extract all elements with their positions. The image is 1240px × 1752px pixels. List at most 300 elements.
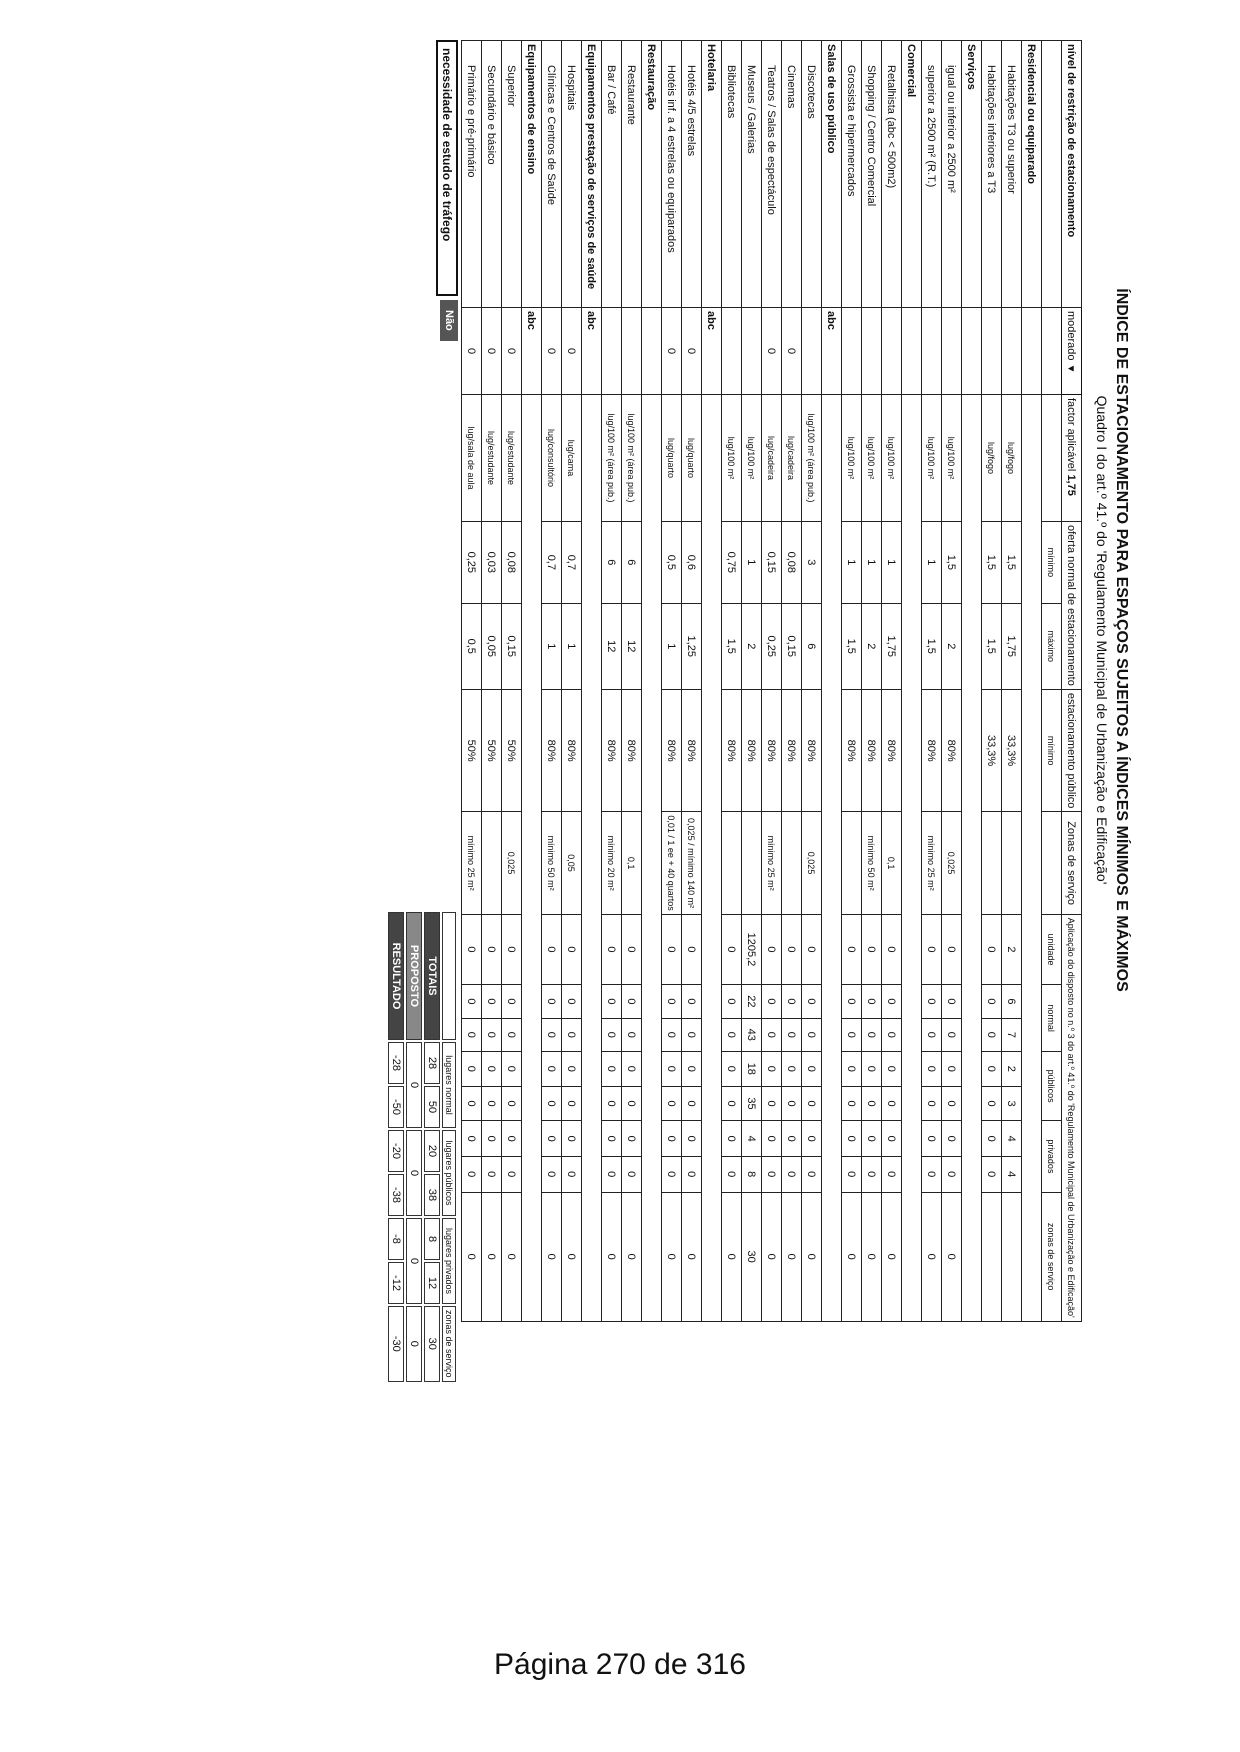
cell-nmax: 7: [1002, 1018, 1022, 1051]
cell-pmax: 0: [662, 1086, 682, 1121]
cell-omin: 0,75: [722, 522, 742, 604]
cell-label: Hotéis 4/5 estrelas: [682, 41, 702, 308]
cell-pmin: 0: [662, 1051, 682, 1086]
cell-nmax: 0: [482, 1018, 502, 1051]
table-row: [862, 41, 882, 1322]
table-header-row: [1062, 41, 1082, 1322]
cell-vmin: 0: [542, 1121, 562, 1157]
cell-u: 0: [842, 914, 862, 984]
cell-pmin: 0: [562, 1051, 582, 1086]
cell-vmin: 0: [882, 1121, 902, 1157]
cell-vmax: 0: [462, 1156, 482, 1192]
cell-pmax: 0: [722, 1086, 742, 1121]
col-zonas-servico: zonas de serviço: [1042, 1192, 1062, 1321]
table-row: [662, 41, 682, 1322]
cell-omin: 1: [862, 522, 882, 604]
cell-unit: lug/100 m²: [742, 395, 762, 522]
cell-zs: [982, 812, 1002, 914]
table-subheader-row: [1042, 41, 1062, 1322]
cell-vmax: 0: [882, 1156, 902, 1192]
sheet-title: ÍNDICE DE ESTACIONAMENTO PARA ESPAÇOS SUJEITOS A ÍNDICES MÍNIMOS E MÁXIMOS: [1113, 288, 1130, 992]
cell-z: 0: [502, 1192, 522, 1321]
cell-label: Primário e pré-primário: [462, 41, 482, 308]
cell-nmin: 0: [682, 985, 702, 1018]
cell-pub: 80%: [722, 689, 742, 812]
cell-vmin: 0: [682, 1121, 702, 1157]
cell-omax: 1: [662, 603, 682, 689]
cell-nmin: 0: [862, 985, 882, 1018]
col-privados: privados: [1042, 1121, 1062, 1192]
cell-pub: 80%: [602, 689, 622, 812]
cell-z: [982, 1192, 1002, 1321]
cell-nmin: 0: [482, 985, 502, 1018]
cell-pmin: 0: [502, 1051, 522, 1086]
cell-nmax: 0: [922, 1018, 942, 1051]
cell-u: 0: [662, 914, 682, 984]
cell-pmax: 3: [1002, 1086, 1022, 1121]
table-row: [742, 41, 762, 1322]
cell-omax: 0,5: [462, 603, 482, 689]
totais-value: 20: [424, 1130, 440, 1172]
cell-omin: 6: [622, 522, 642, 604]
cell-label: Shopping / Centro Comercial: [862, 41, 882, 308]
table-row: [982, 41, 1002, 1322]
cell-pmin: 0: [842, 1051, 862, 1086]
cell-pmin: 0: [482, 1051, 502, 1086]
cell-vmin: 0: [662, 1121, 682, 1157]
cell-vmax: 0: [782, 1156, 802, 1192]
cell-unit: lug/100 m²: [882, 395, 902, 522]
cell-abc[interactable]: [742, 308, 762, 395]
abc-header: [962, 308, 982, 395]
cell-pmin: 2: [1002, 1051, 1022, 1086]
cell-pub: 80%: [622, 689, 642, 812]
cell-pmax: 0: [762, 1086, 782, 1121]
cell-abc[interactable]: 0: [542, 308, 562, 395]
cell-vmax: 0: [802, 1156, 822, 1192]
cell-abc[interactable]: [722, 308, 742, 395]
cell-zs: mínimo 50 m²: [862, 812, 882, 914]
cell-label: Museus / Galerias: [742, 41, 762, 308]
totais-value: 50: [424, 1086, 440, 1128]
cell-label: igual ou inferior a 2500 m²: [942, 41, 962, 308]
cell-unit: lug/100 m² (área pub.): [802, 395, 822, 522]
cell-label: superior a 2500 m² (R.T.): [922, 41, 942, 308]
cell-nmax: 0: [982, 1018, 1002, 1051]
cell-nmax: 0: [622, 1018, 642, 1051]
cell-abc[interactable]: 0: [782, 308, 802, 395]
parking-index-sheet: [170, 40, 1130, 1520]
cell-unit: lug/fogo: [982, 395, 1002, 522]
abc-header: [1022, 308, 1042, 395]
cell-nmax: 0: [762, 1018, 782, 1051]
cell-abc[interactable]: [922, 308, 942, 395]
cell-label: Grossista e hipermercados: [842, 41, 862, 308]
cell-omax: 2: [942, 603, 962, 689]
resultado-value: -12: [388, 1262, 404, 1304]
cell-zs: [722, 812, 742, 914]
cell-label: Habitações T3 ou superior: [1002, 41, 1022, 308]
cell-omax: 0,05: [482, 603, 502, 689]
rotated-sheet-area: [100, 40, 1130, 1580]
cell-unit: lug/fogo: [1002, 395, 1022, 522]
table-row: [882, 41, 902, 1322]
cell-u: 0: [922, 914, 942, 984]
cell-vmin: 0: [622, 1121, 642, 1157]
cell-unit: lug/100 m²: [942, 395, 962, 522]
cell-label: Clínicas e Centros de Saúde: [542, 41, 562, 308]
cell-u: 0: [942, 914, 962, 984]
cell-unit: lug/consultório: [542, 395, 562, 522]
cell-pmax: 0: [542, 1086, 562, 1121]
totais-value: 38: [424, 1174, 440, 1216]
cell-pmin: 0: [762, 1051, 782, 1086]
category-row: [702, 41, 722, 1322]
cell-omin: 6: [602, 522, 622, 604]
cell-nmin: 0: [762, 985, 782, 1018]
cell-omin: 0,7: [562, 522, 582, 604]
cell-omin: 1: [882, 522, 902, 604]
cell-u: 0: [462, 914, 482, 984]
cell-pmin: 0: [622, 1051, 642, 1086]
cell-u: 0: [542, 914, 562, 984]
cell-pmin: 0: [682, 1051, 702, 1086]
cell-omin: 1,5: [982, 522, 1002, 604]
cell-pmin: 0: [802, 1051, 822, 1086]
cell-vmax: 0: [922, 1156, 942, 1192]
cell-z: 0: [922, 1192, 942, 1321]
resultado-value: -50: [388, 1086, 404, 1128]
cell-pub: 80%: [842, 689, 862, 812]
cell-omax: 1,25: [682, 603, 702, 689]
cell-pmax: 0: [882, 1086, 902, 1121]
cell-pmin: 0: [982, 1051, 1002, 1086]
cell-unit: lug/100 m²: [862, 395, 882, 522]
col-normal: normal: [1042, 985, 1062, 1052]
cell-vmin: 0: [802, 1121, 822, 1157]
cell-unit: lug/estudante: [482, 395, 502, 522]
cell-omin: 0,6: [682, 522, 702, 604]
cell-abc[interactable]: 0: [662, 308, 682, 395]
sheet-subtitle: Quadro I do art.º 41.º do 'Regulamento Municipal de Urbanização e Edificação': [1094, 395, 1110, 885]
cell-z: 0: [842, 1192, 862, 1321]
cell-vmin: 0: [982, 1121, 1002, 1157]
cell-zs: 0,025: [502, 812, 522, 914]
cell-abc[interactable]: [882, 308, 902, 395]
cell-vmin: 0: [462, 1121, 482, 1157]
cell-u: 0: [862, 914, 882, 984]
cell-u: 0: [502, 914, 522, 984]
cell-nmax: 0: [562, 1018, 582, 1051]
cell-u: 0: [682, 914, 702, 984]
cell-omax: 2: [862, 603, 882, 689]
cell-pmax: 0: [802, 1086, 822, 1121]
cell-pmin: 0: [602, 1051, 622, 1086]
cell-zs: 0,1: [622, 812, 642, 914]
factor-value: 1,75: [1065, 474, 1078, 496]
cell-nmin: 0: [782, 985, 802, 1018]
cell-omax: 0,15: [502, 603, 522, 689]
cell-nmin: 0: [622, 985, 642, 1018]
cell-unit: lug/sala de aula: [462, 395, 482, 522]
cell-omin: 0,03: [482, 522, 502, 604]
abc-header: abc: [702, 308, 722, 395]
category-row: [582, 41, 602, 1322]
cell-unit: lug/cama: [562, 395, 582, 522]
cell-omax: 1,5: [922, 603, 942, 689]
cell-omax: 6: [802, 603, 822, 689]
cell-nmax: 0: [862, 1018, 882, 1051]
cell-zs: [842, 812, 862, 914]
cell-abc[interactable]: 0: [502, 308, 522, 395]
cell-label: Teatros / Salas de espectáculo: [762, 41, 782, 308]
chevron-down-icon: ▼: [1065, 363, 1077, 374]
cell-pmax: 0: [862, 1086, 882, 1121]
cell-z: 0: [462, 1192, 482, 1321]
cell-pub: 80%: [882, 689, 902, 812]
cell-zs: [482, 812, 502, 914]
cell-nmin: 0: [542, 985, 562, 1018]
cell-abc[interactable]: 0: [462, 308, 482, 395]
cell-u: 0: [782, 914, 802, 984]
cell-zs: mínimo 20 m²: [602, 812, 622, 914]
resultado-value: -8: [388, 1218, 404, 1260]
totais-value: 30: [424, 1306, 440, 1382]
cell-u: 0: [722, 914, 742, 984]
cell-unit: lug/100 m²: [922, 395, 942, 522]
cell-abc[interactable]: [602, 308, 622, 395]
cell-abc[interactable]: 0: [762, 308, 782, 395]
cell-pmax: 0: [842, 1086, 862, 1121]
cell-vmax: 0: [622, 1156, 642, 1192]
table-row: [602, 41, 622, 1322]
resultado-value: -38: [388, 1174, 404, 1216]
cell-pub: 80%: [762, 689, 782, 812]
cell-nmax: 0: [942, 1018, 962, 1051]
cell-nmin: 6: [1002, 985, 1022, 1018]
cell-pub: 80%: [662, 689, 682, 812]
cell-pmin: 18: [742, 1051, 762, 1086]
cell-omin: 1,5: [942, 522, 962, 604]
cell-omax: 0,15: [782, 603, 802, 689]
abc-header: abc: [522, 308, 542, 395]
cell-pmax: 0: [502, 1086, 522, 1121]
cell-omax: 1,75: [1002, 603, 1022, 689]
proposto-input[interactable]: 0: [406, 1042, 422, 1128]
cell-zs: 0,025: [802, 812, 822, 914]
cell-pub: 33,3%: [982, 689, 1002, 812]
cell-label: Secundário e básico: [482, 41, 502, 308]
cell-abc[interactable]: 0: [482, 308, 502, 395]
cell-omax: 1,5: [722, 603, 742, 689]
cell-abc[interactable]: 0: [682, 308, 702, 395]
cell-unit: lug/quarto: [662, 395, 682, 522]
cell-vmax: 0: [542, 1156, 562, 1192]
cell-unit: lug/cadeira: [762, 395, 782, 522]
cell-pmin: 0: [882, 1051, 902, 1086]
category-label: Salas de uso público: [822, 41, 842, 308]
table-row: [542, 41, 562, 1322]
cell-z: 30: [742, 1192, 762, 1321]
cell-vmax: 8: [742, 1156, 762, 1192]
col-pub-min: mínimo: [1042, 689, 1062, 812]
cell-zs: 0,1: [882, 812, 902, 914]
cell-pmin: 0: [722, 1051, 742, 1086]
cell-label: Hospitais: [562, 41, 582, 308]
col-unidade: unidade: [1042, 914, 1062, 984]
cell-nmax: 0: [662, 1018, 682, 1051]
category-row: [822, 41, 842, 1322]
cell-nmax: 43: [742, 1018, 762, 1051]
table-row: [942, 41, 962, 1322]
cell-nmax: 0: [462, 1018, 482, 1051]
cell-pmax: 0: [922, 1086, 942, 1121]
category-row: [642, 41, 662, 1322]
cell-nmin: 22: [742, 985, 762, 1018]
cell-pmin: 0: [922, 1051, 942, 1086]
col-zonas-header: Zonas de serviço: [1062, 812, 1082, 914]
factor-label: factor aplicável: [1065, 398, 1078, 472]
totals-head-publicos: lugares públicos: [442, 1130, 456, 1216]
cell-pub: 80%: [922, 689, 942, 812]
proposto-input[interactable]: 0: [406, 1306, 422, 1382]
cell-pmax: 0: [482, 1086, 502, 1121]
nivel-label: nível de restrição de estacionamento: [1062, 41, 1082, 308]
cell-z: 0: [602, 1192, 622, 1321]
resultado-label: RESULTADO: [388, 912, 404, 1040]
cell-abc[interactable]: 0: [562, 308, 582, 395]
cell-pmin: 0: [462, 1051, 482, 1086]
cell-nmax: 0: [602, 1018, 622, 1051]
cell-pmax: 35: [742, 1086, 762, 1121]
totais-label: TOTAIS: [424, 912, 440, 1040]
cell-unit: lug/100 m²: [722, 395, 742, 522]
cell-zs: mínimo 25 m²: [462, 812, 482, 914]
cell-nmax: 0: [882, 1018, 902, 1051]
totals-table: [386, 910, 458, 1384]
totais-value: 12: [424, 1262, 440, 1304]
col-aplicacao-header: Aplicação do disposto no n.º 3 do art.º 41.º do 'Regulamento Municipal de Urbanização e Edificação': [1062, 914, 1082, 1321]
cell-zs: [742, 812, 762, 914]
cell-pmax: 0: [942, 1086, 962, 1121]
cell-u: 0: [482, 914, 502, 984]
cell-omin: 0,7: [542, 522, 562, 604]
proposto-input[interactable]: 0: [406, 1130, 422, 1216]
table-row: [762, 41, 782, 1322]
cell-abc[interactable]: [1002, 308, 1022, 395]
parking-table-body: [462, 41, 1082, 1322]
col-publico-header: estacionamento público: [1062, 689, 1082, 812]
cell-pmax: 0: [982, 1086, 1002, 1121]
cell-vmax: 0: [842, 1156, 862, 1192]
col-min: mínimo: [1042, 522, 1062, 604]
cell-pmax: 0: [562, 1086, 582, 1121]
proposto-input[interactable]: 0: [406, 1218, 422, 1304]
cell-z: 0: [802, 1192, 822, 1321]
nivel-select[interactable]: [1062, 308, 1082, 395]
cell-vmin: 4: [742, 1121, 762, 1157]
cell-omax: 1: [562, 603, 582, 689]
category-row: [962, 41, 982, 1322]
cell-omin: 1: [742, 522, 762, 604]
proposto-label: PROPOSTO: [406, 912, 422, 1040]
category-label: Hotelaria: [702, 41, 722, 308]
page-number: Página 270 de 316: [494, 1648, 746, 1681]
cell-pmin: 0: [782, 1051, 802, 1086]
cell-vmin: 0: [722, 1121, 742, 1157]
cell-pmin: 0: [862, 1051, 882, 1086]
cell-vmax: 0: [862, 1156, 882, 1192]
cell-u: 2: [1002, 914, 1022, 984]
totais-value: 8: [424, 1218, 440, 1260]
cell-label: Restaurante: [622, 41, 642, 308]
cell-abc[interactable]: [862, 308, 882, 395]
cell-z: 0: [562, 1192, 582, 1321]
cell-abc[interactable]: [982, 308, 1002, 395]
category-row: [1022, 41, 1042, 1322]
cell-z: 0: [882, 1192, 902, 1321]
cell-abc[interactable]: [802, 308, 822, 395]
cell-u: 0: [882, 914, 902, 984]
cell-pub: 50%: [462, 689, 482, 812]
resultado-value: -28: [388, 1042, 404, 1084]
cell-unit: lug/quarto: [682, 395, 702, 522]
cell-unit: lug/estudante: [502, 395, 522, 522]
cell-nmax: 0: [722, 1018, 742, 1051]
cell-nmax: 0: [682, 1018, 702, 1051]
cell-vmax: 0: [682, 1156, 702, 1192]
cell-z: 0: [542, 1192, 562, 1321]
cell-nmin: 0: [662, 985, 682, 1018]
totals-head-normal: lugares normal: [442, 1042, 456, 1128]
cell-vmax: 0: [562, 1156, 582, 1192]
cell-omin: 0,08: [782, 522, 802, 604]
cell-zs: mínimo 50 m²: [542, 812, 562, 914]
cell-vmin: 0: [502, 1121, 522, 1157]
abc-header: [902, 308, 922, 395]
cell-nmin: 0: [982, 985, 1002, 1018]
table-row: [782, 41, 802, 1322]
totals-head-row: [442, 912, 456, 1382]
cell-omin: 1: [842, 522, 862, 604]
cell-vmin: 0: [562, 1121, 582, 1157]
nivel-value: moderado: [1065, 311, 1078, 361]
resultado-row: [388, 912, 404, 1382]
table-row: [842, 41, 862, 1322]
cell-omin: 1: [922, 522, 942, 604]
cell-label: Superior: [502, 41, 522, 308]
cell-omax: 1,5: [982, 603, 1002, 689]
cell-nmax: 0: [542, 1018, 562, 1051]
cell-z: 0: [662, 1192, 682, 1321]
cell-nmin: 0: [602, 985, 622, 1018]
cell-unit: lug/100 m² (área pub.): [602, 395, 622, 522]
cell-pmax: 0: [782, 1086, 802, 1121]
cell-omin: 0,5: [662, 522, 682, 604]
cell-abc[interactable]: [842, 308, 862, 395]
cell-label: Hotéis inf. a 4 estrelas ou equiparados: [662, 41, 682, 308]
cell-abc[interactable]: [942, 308, 962, 395]
cell-vmin: 0: [602, 1121, 622, 1157]
cell-abc[interactable]: [622, 308, 642, 395]
cell-pub: 33,3%: [1002, 689, 1022, 812]
cell-omax: 12: [622, 603, 642, 689]
cell-pub: 80%: [802, 689, 822, 812]
abc-header: [642, 308, 662, 395]
table-row: [562, 41, 582, 1322]
cell-zs: mínimo 25 m²: [922, 812, 942, 914]
cell-zs: mínimo 25 m²: [762, 812, 782, 914]
